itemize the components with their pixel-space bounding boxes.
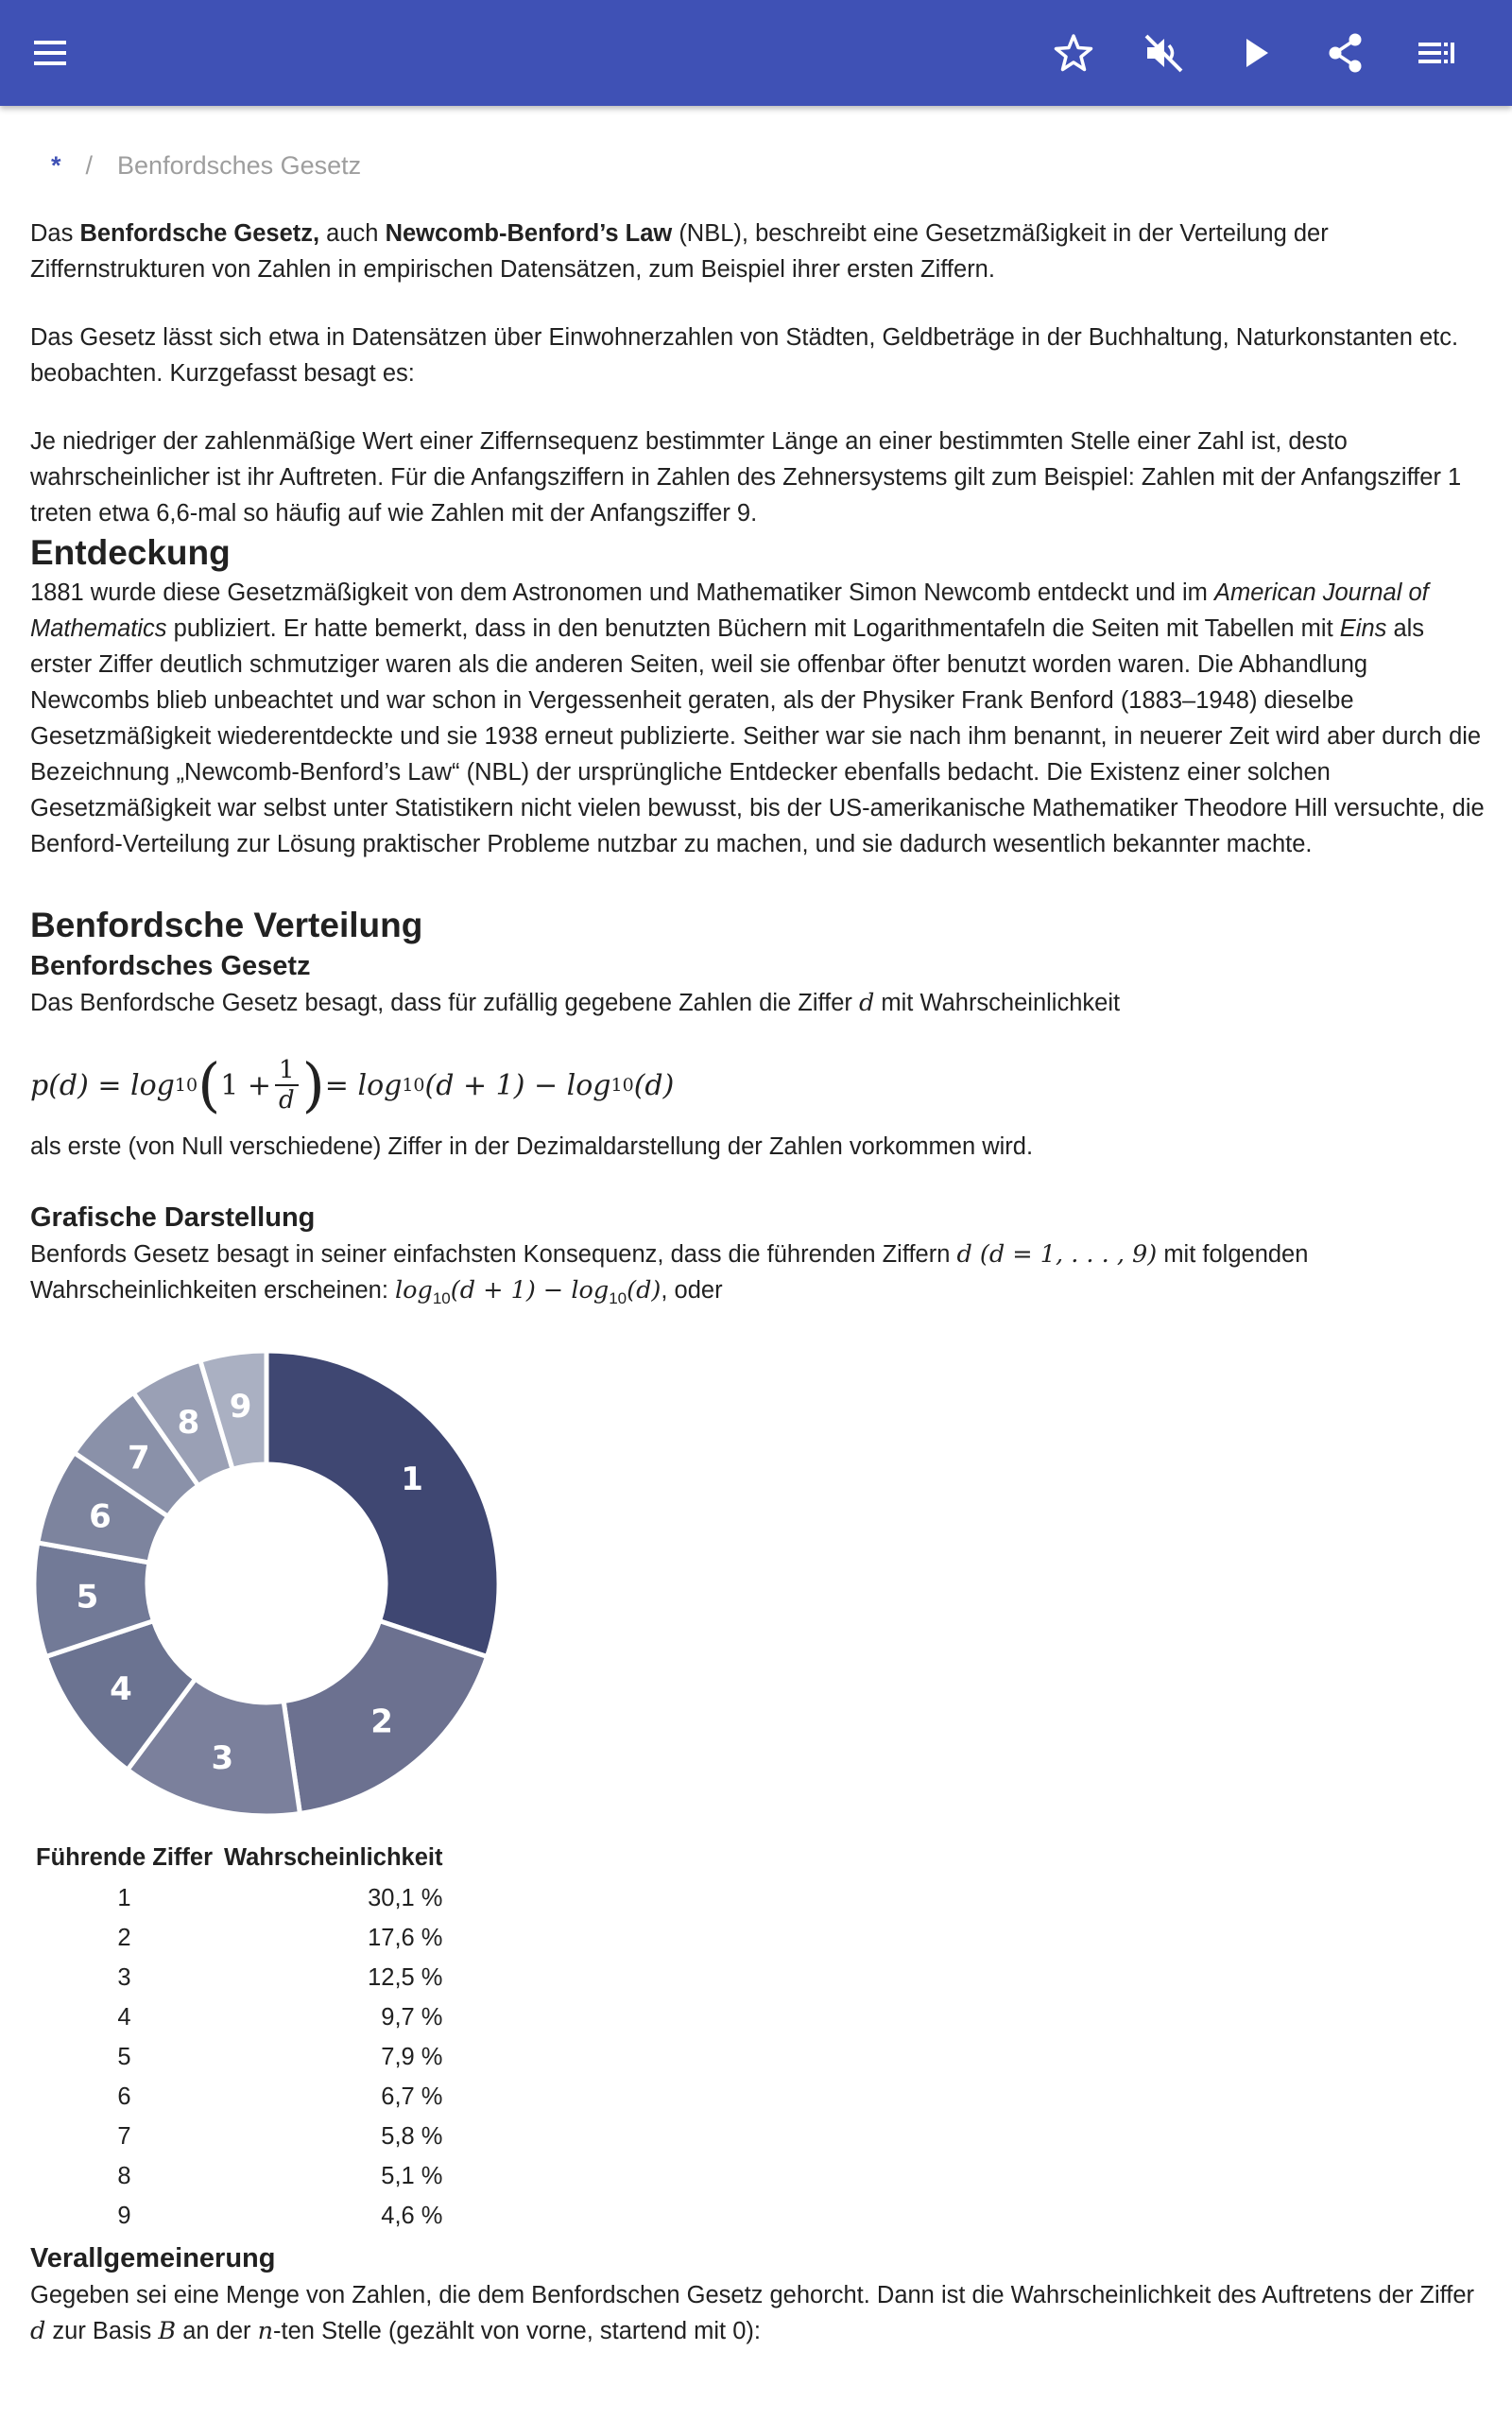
text: zur Basis bbox=[45, 2318, 159, 2345]
intro-paragraph-2: Das Gesetz lässt sich etwa in Datensätzen über Einwohnerzahlen von Städten, Geldbeträge in der Buchhaltung, Naturkonstanten etc. beobachten. Kurzgefasst besagt es: bbox=[30, 324, 1459, 387]
cell-probability: 12,5 % bbox=[368, 1963, 443, 1991]
donut-label-9: 9 bbox=[229, 1388, 252, 1426]
math-range: (d = 1, . . . , 9) bbox=[971, 1240, 1158, 1269]
text: als erster Ziffer deutlich schmutziger waren als die anderen Seiten, weil sie offenbar öfter benutzt worden waren. Die Abhandlung Newcombs blieb unbeachtet und war schon in Vergessenheit geraten, als der Physiker Frank Benford (1883–1948) dieselbe Gesetzmäßigkeit wiederentdeckte und sie 1938 erneut publizierte. Seither war sie nach ihm benannt, in neuerer Zeit wird aber durch die Bezeichnung „Newcomb-Benford’s Law“ (NBL) der ursprüngliche Entdecker ebenfalls bedacht. Die Existenz einer solchen Gesetzmäßigkeit war selbst unter Statistikern nicht vielen bewusst, bis der US-amerikanische Mathematiker Theodore Hill versuchte, die Benford-Verteilung zur Lösung praktischer Probleme nutzbar zu machen, und sie dadurch wesentlich bekannter machte. bbox=[30, 615, 1485, 857]
term-benfordsche-gesetz: Benfordsche Gesetz, bbox=[79, 220, 320, 247]
math-expr: log bbox=[395, 1276, 433, 1305]
article-content bbox=[30, 142, 1486, 2349]
breadcrumb-current: Benfordsches Gesetz bbox=[117, 151, 362, 180]
math-sub: 10 bbox=[432, 1289, 451, 1308]
formula-paren: ( bbox=[198, 1050, 221, 1119]
text: auch bbox=[319, 220, 386, 247]
cell-digit: 5 bbox=[117, 2043, 131, 2070]
math-var-d: d bbox=[30, 2317, 46, 2346]
cell-probability: 5,1 % bbox=[381, 2162, 443, 2189]
text: -ten Stelle (gezählt von vorne, startend mit 0): bbox=[273, 2318, 761, 2345]
grafische-paragraph bbox=[30, 1236, 1486, 1317]
formula-lhs: p(d) = log bbox=[30, 1068, 175, 1102]
formula-rhs: = log bbox=[324, 1068, 403, 1102]
intro-paragraph-3: Je niedriger der zahlenmäßige Wert einer Ziffernsequenz bestimmter Länge an einer bestimmten Stelle einer Zahl ist, desto wahrscheinlicher ist ihr Auftreten. Für die Anfangsziffern in Zahlen des Zehnersystems gilt zum Beispiel: Zahlen mit der Anfangsziffer 1 treten etwa 6,6-mal so häufig auf wie Zahlen mit der Anfangsziffer 9. bbox=[30, 428, 1462, 527]
cell-probability: 6,7 % bbox=[381, 2083, 443, 2110]
table-row bbox=[30, 1958, 448, 1997]
donut-label-8: 8 bbox=[177, 1403, 200, 1442]
verallgemeinerung-paragraph bbox=[30, 2277, 1486, 2349]
table-row bbox=[30, 1918, 448, 1958]
math-expr: (d) bbox=[627, 1276, 662, 1305]
text: Das Benfordsche Gesetz besagt, dass für zufällig gegebene Zahlen die Ziffer bbox=[30, 990, 859, 1016]
probability-table bbox=[30, 1837, 448, 2236]
fraction-numerator: 1 bbox=[275, 1056, 299, 1086]
share-icon[interactable] bbox=[1319, 26, 1372, 79]
subheading-grafische-darstellung: Grafische Darstellung bbox=[30, 1202, 316, 1233]
donut-label-5: 5 bbox=[76, 1578, 99, 1616]
table-row bbox=[30, 2117, 448, 2156]
subheading-verallgemeinerung: Verallgemeinerung bbox=[30, 2243, 276, 2274]
volume-off-icon[interactable] bbox=[1138, 26, 1191, 79]
term-nbl: Newcomb-Benford’s Law bbox=[385, 220, 673, 247]
formula-fraction bbox=[275, 1056, 299, 1115]
table-row bbox=[30, 1997, 448, 2037]
breadcrumb-separator: / bbox=[85, 151, 94, 180]
math-var-n: n bbox=[257, 2317, 274, 2346]
text: Gegeben sei eine Menge von Zahlen, die dem Benfordschen Gesetz gehorcht. Dann ist die Wahrscheinlichkeit des Auftretens der Ziffer bbox=[30, 2282, 1475, 2309]
text: an der bbox=[176, 2318, 258, 2345]
cell-probability: 4,6 % bbox=[381, 2202, 443, 2229]
cell-digit: 8 bbox=[117, 2162, 131, 2189]
math-expr: (d + 1) − log bbox=[450, 1276, 610, 1305]
column-header-wahrscheinlichkeit: Wahrscheinlichkeit bbox=[224, 1843, 443, 1871]
breadcrumb bbox=[30, 142, 1486, 189]
play-icon[interactable] bbox=[1228, 26, 1281, 79]
cell-probability: 30,1 % bbox=[368, 1884, 443, 1911]
cell-digit: 9 bbox=[117, 2202, 131, 2229]
heading-benfordsche-verteilung: Benfordsche Verteilung bbox=[30, 906, 423, 944]
formula-rhs: (d + 1) − log bbox=[424, 1068, 611, 1102]
text: mit Wahrscheinlichkeit bbox=[874, 990, 1121, 1016]
heading-entdeckung: Entdeckung bbox=[30, 533, 231, 572]
hamburger-menu-icon[interactable] bbox=[26, 26, 79, 79]
donut-label-3: 3 bbox=[211, 1739, 234, 1778]
donut-label-7: 7 bbox=[127, 1439, 150, 1478]
text: (NBL), beschreibt eine Gesetzmäßigkeit in der Verteilung der Ziffernstrukturen von Zahlen in empirischen Datensätzen, zum Beispiel ihrer ersten Ziffern. bbox=[30, 220, 1329, 283]
cell-digit: 3 bbox=[117, 1963, 131, 1991]
table-header-row bbox=[30, 1837, 448, 1878]
cell-digit: 7 bbox=[117, 2122, 131, 2150]
emphasis-eins: Eins bbox=[1339, 615, 1387, 642]
table-row bbox=[30, 2077, 448, 2117]
formula-sub: 10 bbox=[174, 1075, 198, 1096]
text: mit folgenden Wahrscheinlichkeiten erscheinen: bbox=[30, 1241, 1309, 1304]
app-bar bbox=[0, 0, 1512, 106]
math-sub: 10 bbox=[609, 1289, 627, 1308]
table-row bbox=[30, 2156, 448, 2196]
text: , oder bbox=[661, 1277, 723, 1304]
cell-digit: 4 bbox=[117, 2003, 131, 2031]
entdeckung-paragraph bbox=[30, 575, 1486, 862]
donut-label-4: 4 bbox=[110, 1670, 132, 1709]
cell-probability: 17,6 % bbox=[368, 1924, 443, 1951]
text: publiziert. Er hatte bemerkt, dass in den benutzten Büchern mit Logarithmentafeln die Seiten mit Tabellen mit bbox=[166, 615, 1340, 642]
donut-label-2: 2 bbox=[370, 1703, 393, 1741]
formula-sub: 10 bbox=[610, 1075, 634, 1096]
cell-probability: 9,7 % bbox=[381, 2003, 443, 2031]
fraction-denominator: d bbox=[278, 1086, 295, 1115]
donut-slice-1 bbox=[266, 1351, 499, 1656]
formula-sub: 10 bbox=[402, 1075, 425, 1096]
math-var-d: d bbox=[956, 1240, 972, 1269]
cell-digit: 1 bbox=[117, 1884, 131, 1911]
benford-formula bbox=[30, 1042, 1486, 1129]
table-row bbox=[30, 1878, 448, 1918]
formula-paren: ) bbox=[301, 1050, 325, 1119]
donut-label-6: 6 bbox=[89, 1497, 112, 1536]
cell-digit: 2 bbox=[117, 1924, 131, 1951]
formula-explanation: als erste (von Null verschiedene) Ziffer in der Dezimaldarstellung der Zahlen vorkommen wird. bbox=[30, 1133, 1034, 1160]
cell-probability: 7,9 % bbox=[381, 2043, 443, 2070]
formula-rhs: (d) bbox=[633, 1068, 675, 1102]
text: 1881 wurde diese Gesetzmäßigkeit von dem Astronomen und Mathematiker Simon Newcomb entdeckt und im bbox=[30, 579, 1214, 606]
table-row bbox=[30, 2037, 448, 2077]
playlist-icon[interactable] bbox=[1410, 26, 1463, 79]
donut-label-1: 1 bbox=[401, 1460, 423, 1498]
text: Benfords Gesetz besagt in seiner einfachsten Konsequenz, dass die führenden Ziffern bbox=[30, 1241, 957, 1268]
star-outline-icon[interactable] bbox=[1047, 26, 1100, 79]
column-header-fuehrende-ziffer: Führende Ziffer bbox=[36, 1843, 214, 1871]
subheading-benfordsches-gesetz: Benfordsches Gesetz bbox=[30, 951, 311, 981]
formula-term: 1 + bbox=[220, 1068, 272, 1102]
intro-paragraph-1 bbox=[30, 216, 1486, 287]
benford-donut-chart bbox=[30, 1347, 503, 1820]
table-row bbox=[30, 2196, 448, 2236]
donut-chart-svg bbox=[30, 1347, 503, 1820]
math-var-b: B bbox=[158, 2317, 177, 2346]
verteilung-paragraph bbox=[30, 985, 1486, 1021]
cell-probability: 5,8 % bbox=[381, 2122, 443, 2150]
journal-title: American Journal of Mathematics bbox=[30, 579, 1429, 642]
breadcrumb-home-link[interactable]: * bbox=[51, 151, 61, 180]
text: Das bbox=[30, 220, 80, 247]
math-var-d: d bbox=[858, 989, 875, 1017]
cell-digit: 6 bbox=[117, 2083, 131, 2110]
